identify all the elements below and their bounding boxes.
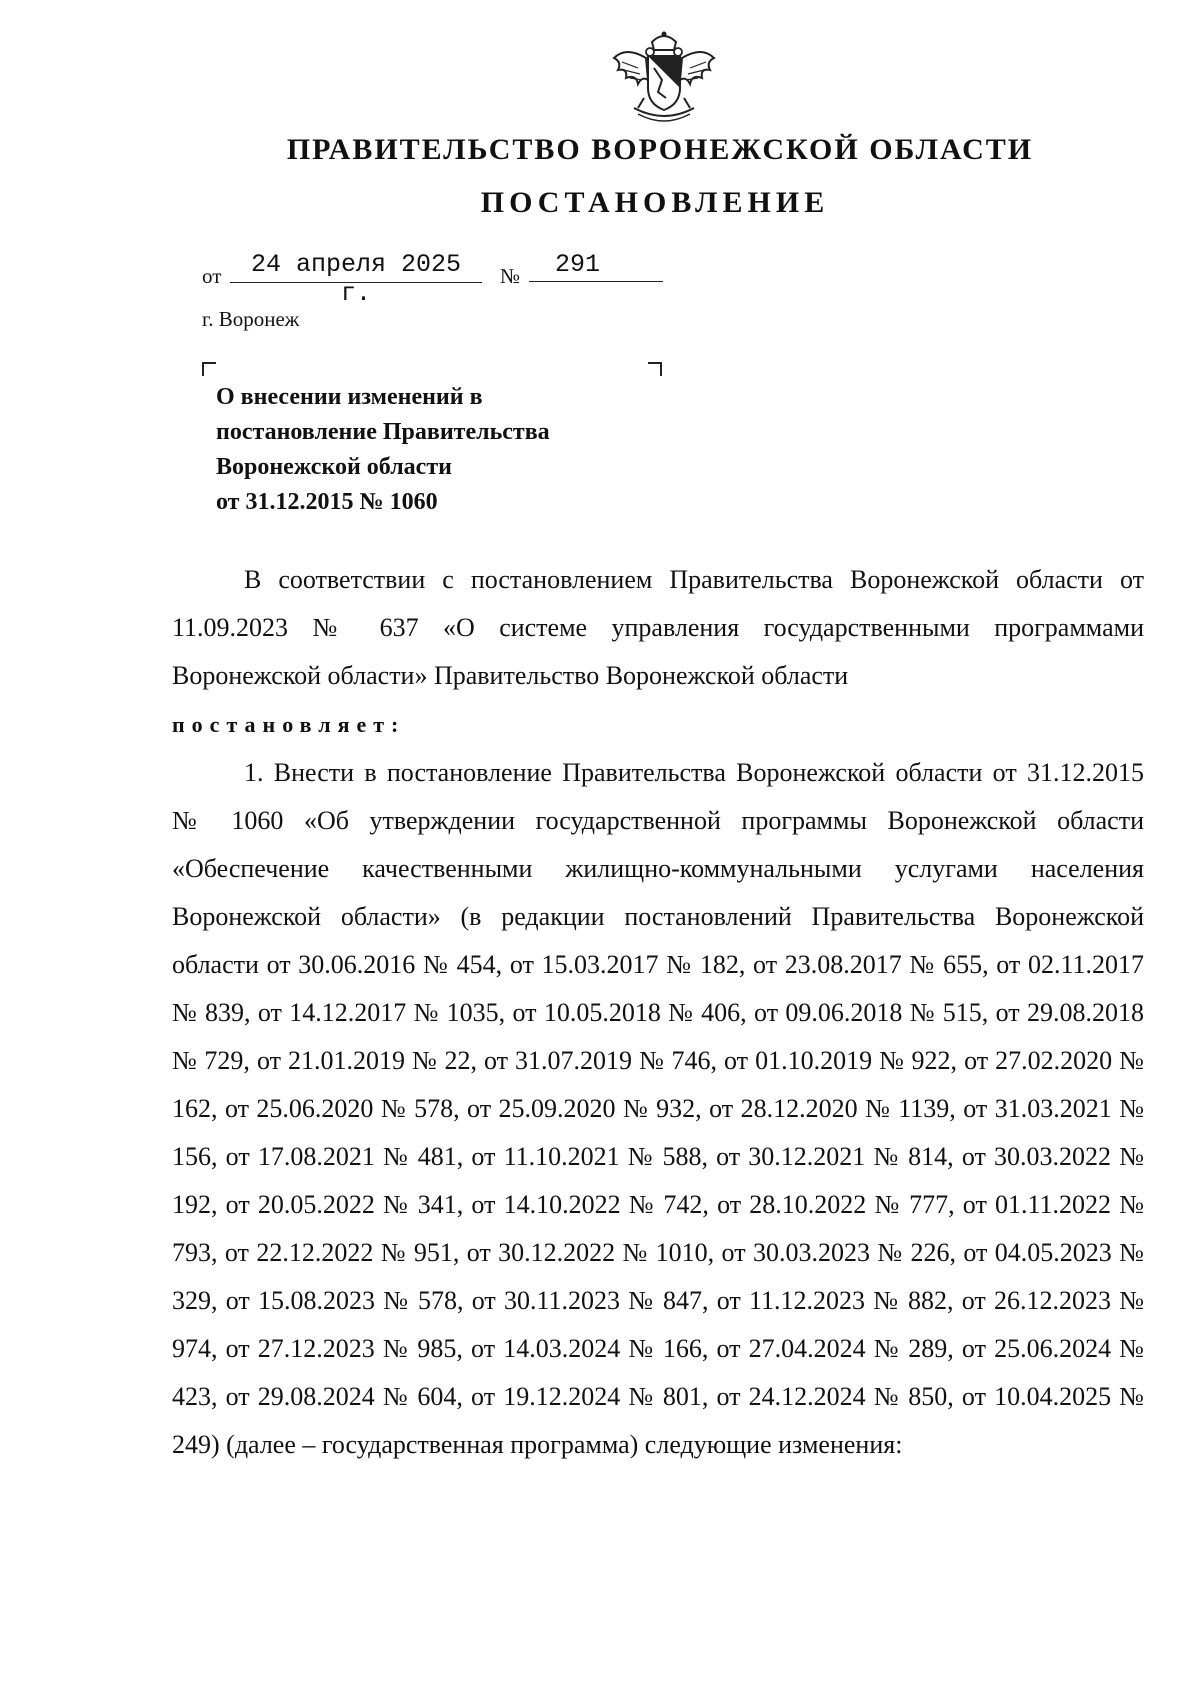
coat-of-arms-emblem-icon <box>604 28 724 128</box>
subject-line-3: Воронежской области <box>216 454 452 480</box>
number-prefix: № <box>500 264 521 288</box>
document-body <box>172 556 1144 1469</box>
subject-corner-left <box>202 362 216 376</box>
subject-line-2: постановление Правительства <box>216 419 550 445</box>
item-1-paragraph: 1. Внести в постановление Правительства Воронежской области от 31.12.2015 № 1060 «Об утверждении государственной программы Воронежской области «Обеспечение качественными жилищно-коммунальными услугами населения Воронежской области» (в редакции постановлений Правительства Воронежской области от 30.06.2016 № 454, от 15.03.2017 № 182, от 23.08.2017 № 655, от 02.11.2017 № 839, от 14.12.2017 № 1035, от 10.05.2018 № 406, от 09.06.2018 № 515, от 29.08.2018 № 729, от 21.01.2019 № 22, от 31.07.2019 № 746, от 01.10.2019 № 922, от 27.02.2020 № 162, от 25.06.2020 № 578, от 25.09.2020 № 932, от 28.12.2020 № 1139, от 31.03.2021 № 156, от 17.08.2021 № 481, от 11.10.2021 № 588, от 30.12.2021 № 814, от 30.03.2022 № 192, от 20.05.2022 № 341, от 14.10.2022 № 742, от 28.10.2022 № 777, от 01.11.2022 № 793, от 22.12.2022 № 951, от 30.12.2022 № 1010, от 30.03.2023 № 226, от 04.05.2023 № 329, от 15.08.2023 № 578, от 30.11.2023 № 847, от 11.12.2023 № 882, от 26.12.2023 № 974, от 27.12.2023 № 985, от 14.03.2024 № 166, от 27.04.2024 № 289, от 25.06.2024 № 423, от 29.08.2024 № 604, от 19.12.2024 № 801, от 24.12.2024 № 850, от 10.04.2025 № 249) (далее – государственная программа) следующие изменения: <box>172 758 1144 1459</box>
date-number-line <box>202 250 662 308</box>
decree-paragraph <box>172 700 1144 749</box>
document-subject <box>216 380 676 520</box>
document-number: 291 <box>529 250 663 282</box>
subject-corner-right <box>648 362 662 376</box>
city-label: г. Воронеж <box>202 307 300 331</box>
subject-line-1: О внесении изменений в <box>216 384 483 410</box>
document-type-title: ПОСТАНОВЛЕНИЕ <box>480 186 830 219</box>
decree-word: постановляет: <box>172 712 406 737</box>
preamble-paragraph: В соответствии с постановлением Правительства Воронежской области от 11.09.2023 № 637 «О системе управления государственными программами Воронежской области» Правительство Воронежской области <box>172 565 1144 690</box>
date-prefix: от <box>202 264 222 288</box>
government-title: ПРАВИТЕЛЬСТВО ВОРОНЕЖСКОЙ ОБЛАСТИ <box>286 133 1034 166</box>
document-date: 24 апреля 2025 г. <box>230 250 482 283</box>
subject-line-4: от 31.12.2015 № 1060 <box>216 489 438 515</box>
